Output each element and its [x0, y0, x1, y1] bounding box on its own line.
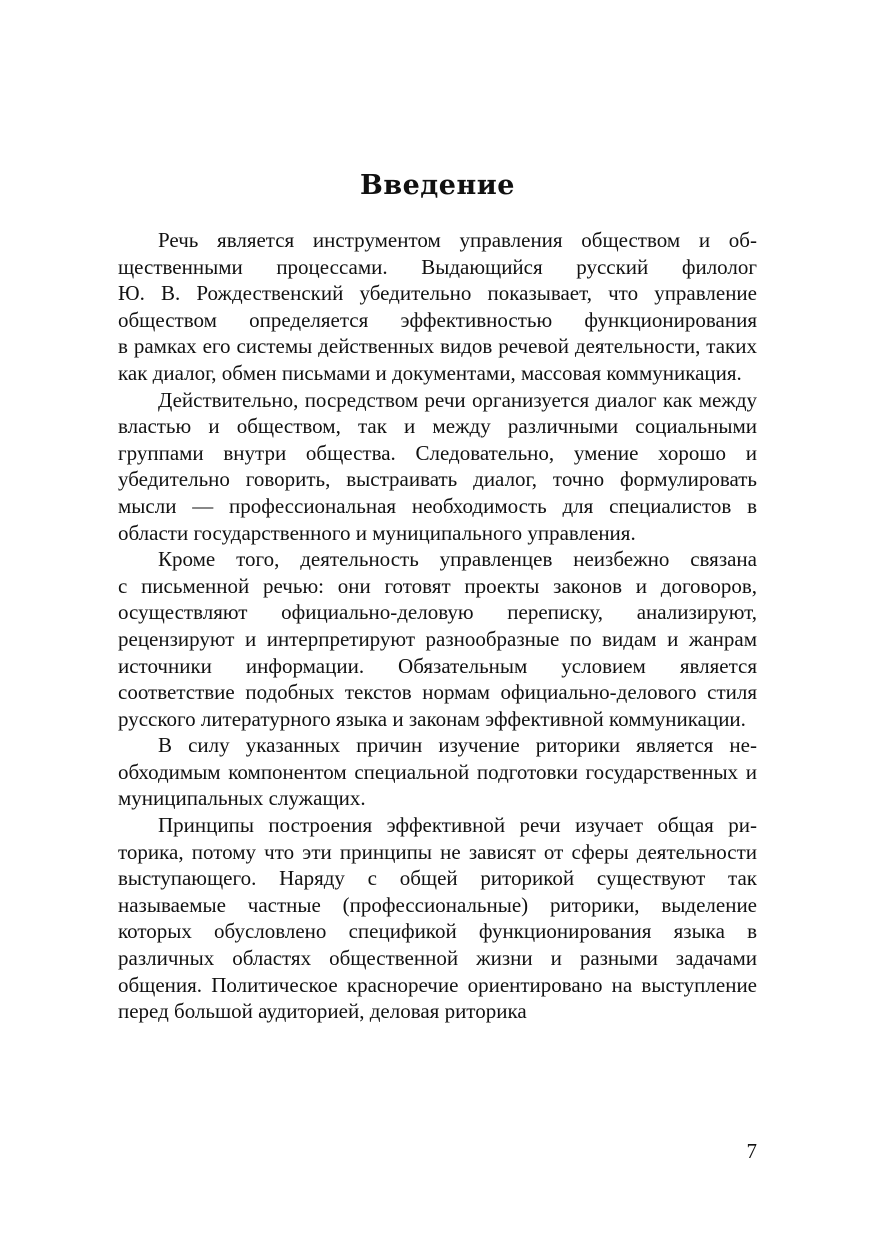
- paragraph-5: Принципы построения эффективной речи изучает общая риторика, потому что эти принципы не зависят от сферы деятельности выступающего. Наряду с общей риторикой существуют так называемые частные (профессиональные) риторики, выделение которых обусловлено спецификой функционирования языка в различных областях общественной жизни и разными задачами общения. Политическое красноречие ориентировано на выступление перед большой аудиторией, деловая риторика: [118, 813, 757, 1024]
- page-title: Введение: [360, 170, 515, 201]
- paragraph-3: Кроме того, деятельность управленцев неизбежно связана с письменной речью: они готовят проекты законов и договоров, осуществляют официально-деловую переписку, анализируют, рецензируют и интерпретируют разнообразные по видам и жанрам источники информации. Обязательным условием является соответствие подобных текстов нормам официально-делового стиля русского литературного языка и законам эффективной коммуникации.: [118, 547, 757, 731]
- paragraph-2: Действительно, посредством речи организуется диалог как между властью и обществом, так и между различными социальными группами внутри общества. Следовательно, умение хорошо и убедительно говорить, выстраивать диалог, точно формулировать мысли — профессиональная необходимость для специалистов в области государственного и муниципального управления.: [118, 387, 757, 545]
- page-number: 7: [746, 1139, 757, 1163]
- paragraph-4: В силу указанных причин изучение риторики является необходимым компонентом специальной подготовки государственных и муниципальных служащих.: [118, 733, 757, 811]
- body-text: [118, 227, 757, 1025]
- paragraph-1: Речь является инструментом управления обществом и общественными процессами. Выдающийся русский филолог Ю. В. Рождественский убедительно показывает, что управление обществом определяется эффективностью функционирования в рамках его системы действенных видов речевой деятельности, таких как диалог, обмен письмами и документами, массовая коммуникация.: [118, 228, 757, 385]
